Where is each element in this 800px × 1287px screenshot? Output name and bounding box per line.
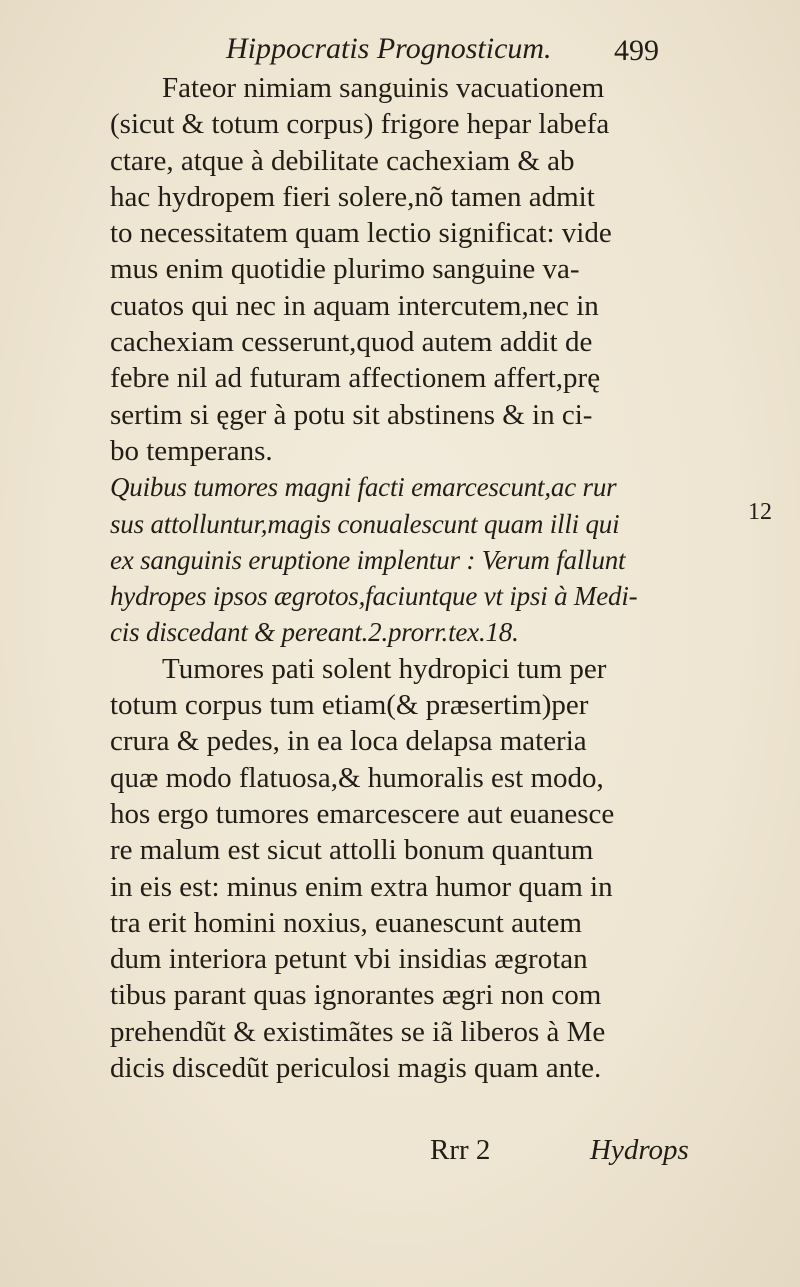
body-text: [110, 70, 710, 1086]
text-line: cachexiam cesserunt,quod autem addit de: [110, 326, 593, 359]
text-line: quæ modo flatuosa,& humoralis est modo,: [110, 761, 604, 794]
text-line: (sicut & totum corpus) frigore hepar labefa: [110, 108, 610, 141]
text-line: febre nil ad futuram affectionem affert,prę: [110, 362, 601, 395]
text-line: hydropes ipsos ægrotos,faciuntque vt ipsi à Medi-: [110, 581, 638, 612]
text-line: re malum est sicut attolli bonum quantum: [110, 834, 594, 867]
text-line: tibus parant quas ignorantes ægri non com: [110, 979, 602, 1012]
text-line: in eis est: minus enim extra humor quam in: [110, 870, 613, 903]
text-line: Quibus tumores magni facti emarcescunt,ac rur: [110, 472, 617, 503]
text-line: crura & pedes, in ea loca delapsa materia: [110, 725, 587, 758]
text-line: sertim si ęger à potu sit abstinens & in ci-: [110, 398, 593, 431]
text-line: hac hydropem fieri solere,nõ tamen admit: [110, 180, 595, 213]
catchword: Hydrops: [590, 1134, 689, 1166]
text-line: hos ergo tumores emarcescere aut euanesce: [110, 797, 615, 830]
text-line: dum interiora petunt vbi insidias ægrotan: [110, 943, 588, 976]
text-line: Tumores pati solent hydropici tum per: [162, 652, 607, 685]
text-line: ex sanguinis eruptione implentur : Verum fallunt: [110, 544, 626, 575]
text-line: totum corpus tum etiam(& præsertim)per: [110, 689, 589, 722]
margin-note: 12: [748, 499, 772, 525]
text-line: sus attolluntur,magis conualescunt quam illi qui: [110, 508, 620, 539]
text-line: to necessitatem quam lectio significat: vide: [110, 217, 612, 250]
text-line: ctare, atque à debilitate cachexiam & ab: [110, 144, 575, 177]
text-line: dicis discedũt periculosi magis quam ante.: [110, 1052, 602, 1085]
text-line: cuatos qui nec in aquam intercutem,nec in: [110, 289, 599, 322]
text-line: prehendũt & existimãtes se iã liberos à Me: [110, 1015, 606, 1048]
text-line: mus enim quotidie plurimo sanguine va-: [110, 253, 580, 286]
running-head: [0, 28, 800, 74]
page-number: 499: [614, 34, 659, 67]
catchline: [0, 1134, 800, 1174]
text-line: Fateor nimiam sanguinis vacuationem: [162, 72, 605, 104]
running-title: Hippocratis Prognosticum.: [226, 32, 552, 65]
text-line: cis discedant & pereant.2.prorr.tex.18.: [110, 617, 519, 648]
text-line: tra erit homini noxius, euanescunt autem: [110, 906, 582, 939]
text-line: bo temperans.: [110, 434, 273, 467]
signature-mark: Rrr 2: [430, 1134, 491, 1166]
